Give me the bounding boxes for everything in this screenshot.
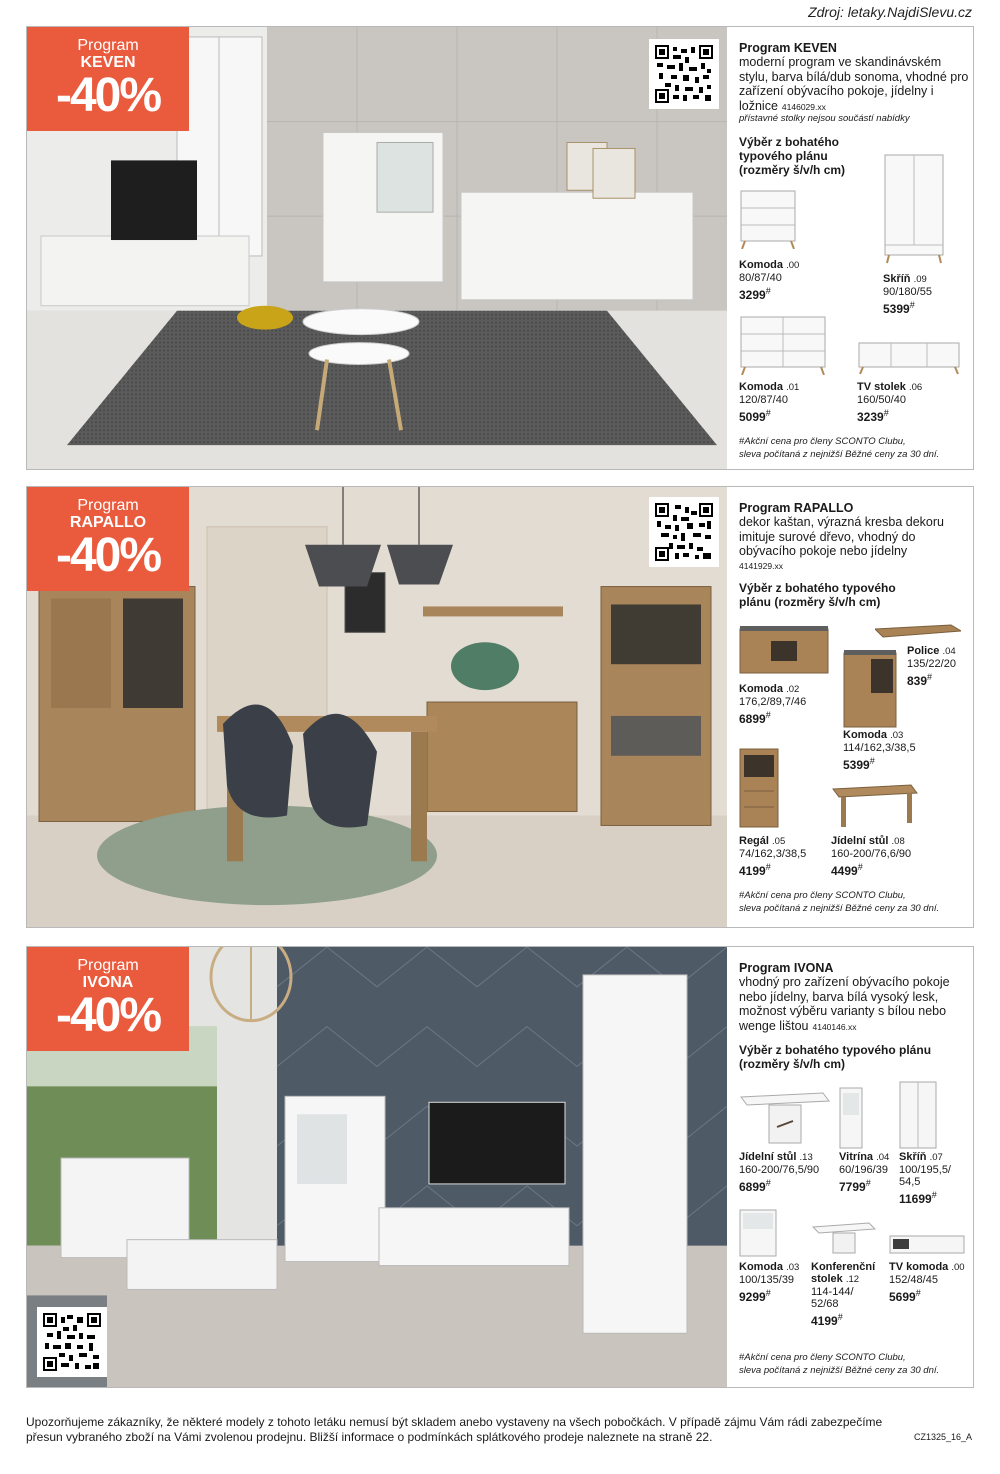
product-price: 5399# xyxy=(843,756,875,772)
club-price-footnote: #Akční cena pro členy SCONTO Clubu, sleva počítaná z nejnižší Běžné ceny za 30 dní. xyxy=(739,890,940,914)
product-image xyxy=(739,625,829,677)
product-dimensions: 152/48/45 xyxy=(889,1274,938,1286)
product-code: 4141929.xx xyxy=(739,561,783,571)
product-dimensions: 160-200/76,6/90 xyxy=(831,848,912,860)
program-description: dekor kaštan, výrazná kresba dekoru imituje surové dřevo, vhodný do obývacího pokoje nebo jídelny xyxy=(739,515,944,558)
product-image xyxy=(739,1209,777,1257)
product-variant: .04 xyxy=(942,646,956,657)
product-dimensions: 90/180/55 xyxy=(883,286,932,298)
product-image xyxy=(739,313,827,375)
product-dimensions: 176,2/89,7/46 xyxy=(739,696,807,708)
product-image xyxy=(843,649,897,729)
description-text: vhodný pro zařízení obývacího pokoje nebo jídelny, barva bílá vysoký lesk, možnost výběru varianty s bílou nebo wenge lištou xyxy=(739,975,950,1033)
badge-program-label: Program xyxy=(77,957,139,974)
product-variant: .13 xyxy=(799,1152,813,1163)
product-image xyxy=(739,1087,831,1147)
product-price: 7799# xyxy=(839,1178,871,1194)
product-dimensions: 135/22/20 xyxy=(907,658,956,670)
program-note: přístavné stolky nejsou součástí nabídky xyxy=(739,113,910,124)
plan-subtitle: Výběr z bohatého typového plánu (rozměry š/v/h cm) xyxy=(739,581,896,609)
product-name: Jídelní stůl xyxy=(831,835,889,847)
product-price: 4199# xyxy=(811,1312,843,1328)
product-variant: .05 xyxy=(772,836,786,847)
product-variant: .03 xyxy=(890,730,904,741)
product-price: 6899# xyxy=(739,710,771,726)
discount-badge xyxy=(27,487,189,591)
product-dimensions: 160-200/76,5/90 xyxy=(739,1164,820,1176)
product-dimensions: 114-144/ 52/68 xyxy=(811,1286,854,1310)
discount-badge xyxy=(27,27,189,131)
product-price: 839# xyxy=(907,672,933,688)
product-image xyxy=(831,783,919,829)
product-image xyxy=(899,1081,937,1149)
program-description xyxy=(739,975,971,1034)
program-title: Program RAPALLO xyxy=(739,501,854,515)
product-dimensions: 100/135/39 xyxy=(739,1274,795,1286)
product-variant: .06 xyxy=(908,382,923,393)
product-name: Komoda xyxy=(739,683,783,695)
product-variant: .12 xyxy=(845,1274,860,1285)
product-name: TV komoda xyxy=(889,1261,949,1273)
program-panel-rapallo xyxy=(26,486,974,928)
product-price: 5699# xyxy=(889,1288,921,1304)
product-variant: .08 xyxy=(891,836,905,847)
program-title: Program KEVEN xyxy=(739,41,837,55)
plan-subtitle: Výběr z bohatého typového plánu (rozměry š/v/h cm) xyxy=(739,135,846,177)
product-variant: .02 xyxy=(786,684,800,695)
product-price: 6899# xyxy=(739,1178,771,1194)
product-variant: .00 xyxy=(786,260,800,271)
product-name: Komoda xyxy=(739,259,783,271)
product-image xyxy=(875,619,961,641)
product-variant: .00 xyxy=(951,1262,965,1273)
badge-program-name: IVONA xyxy=(82,974,134,991)
product-name: Vitrína xyxy=(839,1151,874,1163)
product-image xyxy=(857,339,961,375)
product-name: Komoda xyxy=(843,729,887,741)
product-name: Skříň xyxy=(883,273,911,285)
stock-disclaimer: Upozorňujeme zákazníky, že některé modely z tohoto letáku nemusí být skladem anebo vystaveny na všech pobočkách. V případě zájmu Vám rádi zabezpečíme přesun vybraného zboží na Vámi zvolenou prodejnu. Bližší informace o podmínkách splátkového prodeje naleznete na straně 22. xyxy=(26,1415,883,1444)
badge-discount: -40% xyxy=(55,989,161,1042)
plan-subtitle: Výběr z bohatého typového plánu (rozměry š/v/h cm) xyxy=(739,1043,932,1071)
product-price: 3239# xyxy=(857,408,889,424)
product-image xyxy=(889,1233,965,1255)
product-name: Regál xyxy=(739,835,769,847)
product-image xyxy=(883,153,945,265)
product-image xyxy=(739,747,779,829)
product-variant: .04 xyxy=(876,1152,890,1163)
product-dimensions: 74/162,3/38,5 xyxy=(739,848,807,860)
product-name: Komoda xyxy=(739,1261,783,1273)
product-image xyxy=(839,1087,863,1149)
ivona-info xyxy=(739,947,971,1387)
badge-program-label: Program xyxy=(77,497,139,514)
program-description xyxy=(739,55,971,114)
product-name: Skříň xyxy=(899,1151,927,1163)
product-price: 9299# xyxy=(739,1288,771,1304)
product-price: 5099# xyxy=(739,408,771,424)
program-panel-ivona xyxy=(26,946,974,1388)
product-variant: .09 xyxy=(913,274,927,285)
qr-code-icon[interactable] xyxy=(37,1307,107,1377)
rapallo-info xyxy=(739,487,971,927)
product-dimensions: 120/87/40 xyxy=(739,394,788,406)
product-variant: .07 xyxy=(929,1152,943,1163)
club-price-footnote: #Akční cena pro členy SCONTO Clubu, sleva počítaná z nejnižší Běžné ceny za 30 dní. xyxy=(739,1352,940,1376)
product-variant: .03 xyxy=(786,1262,800,1273)
product-code: 4146029.xx xyxy=(781,101,826,112)
product-price: 4499# xyxy=(831,862,863,878)
product-name: Jídelní stůl xyxy=(739,1151,797,1163)
program-panel-keven xyxy=(26,26,974,470)
badge-discount: -40% xyxy=(55,69,161,122)
club-price-footnote: #Akční cena pro členy SCONTO Clubu, sleva počítaná z nejnižší Běžné ceny za 30 dní. xyxy=(739,436,940,460)
product-price: 4199# xyxy=(739,862,771,878)
product-image xyxy=(811,1221,877,1255)
badge-program-name: KEVEN xyxy=(80,54,136,71)
product-dimensions: 114/162,3/38,5 xyxy=(843,742,916,754)
keven-info xyxy=(739,27,971,469)
badge-program-name: RAPALLO xyxy=(69,514,147,531)
product-price: 11699# xyxy=(899,1190,937,1206)
product-code: 4140146.xx xyxy=(812,1021,857,1032)
discount-badge xyxy=(27,947,189,1051)
product-dimensions: 100/195,5/ 54,5 xyxy=(899,1164,951,1188)
product-dimensions: 60/196/39 xyxy=(839,1164,888,1176)
badge-discount: -40% xyxy=(55,529,161,582)
product-variant: .01 xyxy=(786,382,800,393)
product-dimensions: 80/87/40 xyxy=(739,272,782,284)
program-title: Program IVONA xyxy=(739,961,834,975)
product-image xyxy=(739,187,797,249)
source-credit: Zdroj: letaky.NajdiSlevu.cz xyxy=(808,4,972,20)
product-name: Komoda xyxy=(739,381,783,393)
product-name: TV stolek xyxy=(857,381,906,393)
badge-program-label: Program xyxy=(77,37,139,54)
qr-code-icon[interactable] xyxy=(649,39,719,109)
product-dimensions: 160/50/40 xyxy=(857,394,906,406)
product-name: Police xyxy=(907,645,940,657)
description-text: moderní program ve skandinávském stylu, barva bílá/dub sonoma, vhodné pro zařízení obývacího pokoje, jídelny i ložnice xyxy=(739,55,969,113)
qr-code-icon[interactable] xyxy=(649,497,719,567)
page-code: CZ1325_16_A xyxy=(913,1432,972,1442)
product-price: 5399# xyxy=(883,300,915,316)
product-price: 3299# xyxy=(739,286,771,302)
product-name: Konferenční stolek xyxy=(811,1261,876,1285)
